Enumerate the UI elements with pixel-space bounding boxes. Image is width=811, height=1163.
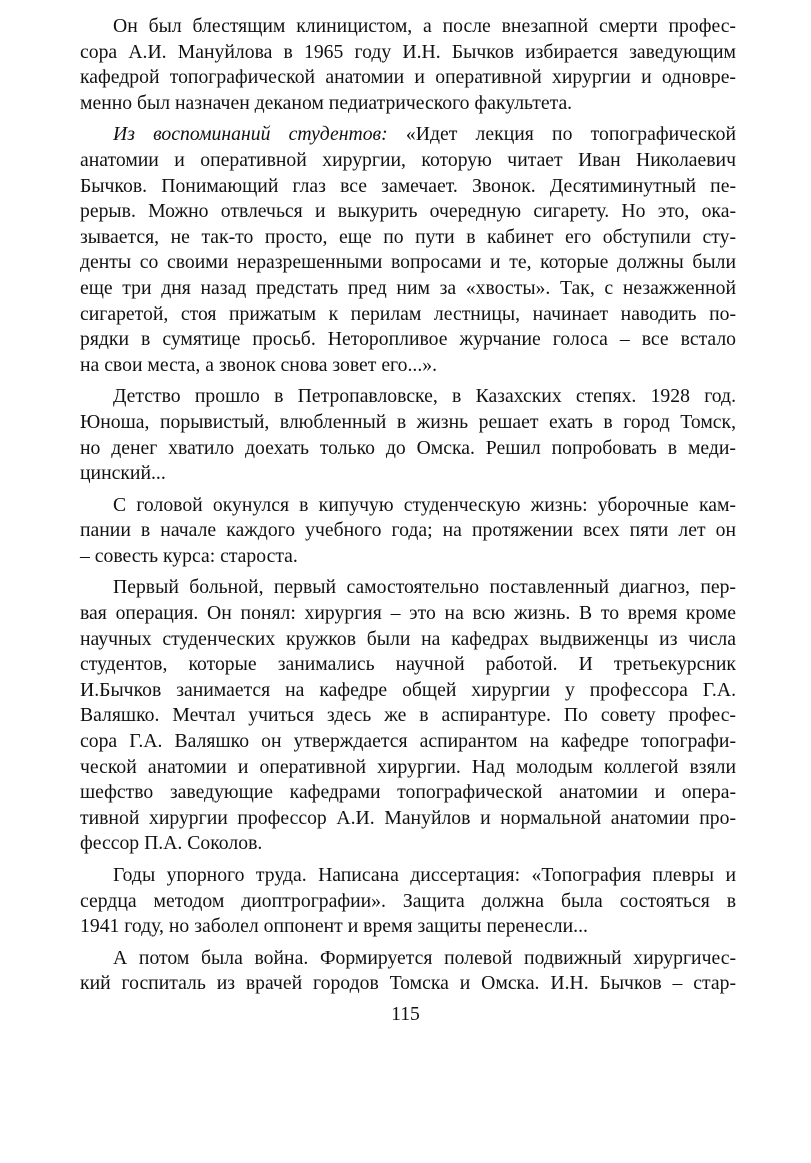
line-text: зывается, не так-то просто, еще по пути в кабинет его обступили сту-	[80, 225, 736, 248]
text-line	[80, 914, 736, 940]
text-line	[80, 627, 736, 653]
text-line	[80, 755, 736, 781]
text-line	[80, 780, 736, 806]
paragraph	[80, 946, 736, 997]
line-text: – совесть курса: староста.	[80, 544, 298, 567]
text-line	[80, 678, 736, 704]
line-text: ческой анатомии и оперативной хирургии. Над молодым коллегой взяли	[80, 755, 736, 778]
text-line	[80, 327, 736, 353]
page-body	[80, 14, 736, 1003]
line-text: сора А.И. Мануйлова в 1965 году И.Н. Бычков избирается заведующим	[80, 40, 736, 63]
text-line	[80, 384, 736, 410]
text-line	[80, 729, 736, 755]
line-text: анатомии и оперативной хирургии, которую читает Иван Николаевич	[80, 148, 736, 171]
line-text: Детство прошло в Петропавловске, в Казахских степях. 1928 год.	[113, 385, 736, 408]
line-text: рядки в сумятице просьб. Неторопливое журчание голоса – все встало	[80, 328, 736, 351]
line-text: на свои места, а звонок снова зовет его...».	[80, 353, 438, 376]
line-text: рерыв. Можно отвлечься и выкурить очередную сигарету. Но это, ока-	[80, 200, 736, 223]
line-text: сора Г.А. Валяшко он утверждается аспирантом на кафедре топографи-	[80, 730, 736, 753]
text-line	[80, 436, 736, 462]
line-text: Юноша, порывистый, влюбленный в жизнь решает ехать в город Томск,	[80, 410, 736, 433]
line-text: вая операция. Он понял: хирургия – это на всю жизнь. В то время кроме	[80, 602, 736, 625]
text-line	[80, 14, 736, 40]
text-line	[80, 889, 736, 915]
line-text: научных студенческих кружков были на кафедрах выдвиженцы из числа	[80, 627, 736, 650]
text-line	[80, 410, 736, 436]
text-line	[80, 971, 736, 997]
line-text: Валяшко. Мечтал учиться здесь же в аспирантуре. По совету профес-	[80, 704, 736, 727]
text-line	[80, 199, 736, 225]
line-text: «Идет лекция по топографической	[387, 123, 736, 146]
line-text: пании в начале каждого учебного года; на протяжении всех пяти лет он	[80, 519, 736, 542]
line-text: кий госпиталь из врачей городов Томска и Омска. И.Н. Бычков – стар-	[80, 972, 736, 995]
text-line	[80, 40, 736, 66]
line-text: денты со своими неразрешенными вопросами и те, которые должны были	[80, 251, 736, 274]
page-number: 115	[391, 1003, 420, 1025]
text-line	[80, 250, 736, 276]
text-line	[80, 225, 736, 251]
paragraph	[80, 14, 736, 116]
paragraph	[80, 122, 736, 378]
text-line	[80, 148, 736, 174]
text-line	[80, 544, 736, 570]
italic-lead: Из воспоминаний студентов:	[113, 123, 388, 146]
line-text: И.Бычков занимается на кафедре общей хирургии у профессора Г.А.	[80, 678, 736, 701]
text-line	[80, 652, 736, 678]
line-text: сигаретой, стоя прижатым к перилам лестницы, начинает наводить по-	[80, 302, 736, 325]
paragraph	[80, 493, 736, 570]
paragraph	[80, 575, 736, 857]
text-line	[80, 831, 736, 857]
text-line	[80, 863, 736, 889]
line-text: Годы упорного труда. Написана диссертация: «Топография плевры и	[113, 864, 736, 886]
line-text: но денег хватило доехать только до Омска. Решил попробовать в меди-	[80, 436, 736, 459]
text-line	[80, 601, 736, 627]
text-line	[80, 518, 736, 544]
text-line	[80, 65, 736, 91]
text-line	[80, 302, 736, 328]
text-line	[80, 353, 736, 379]
text-line	[80, 575, 736, 601]
line-text: студентов, которые занимались научной работой. И третьекурсник	[80, 653, 736, 676]
line-text: цинский...	[80, 462, 166, 485]
line-text: С головой окунулся в кипучую студенческую жизнь: уборочные кам-	[113, 493, 736, 516]
text-line	[80, 461, 736, 487]
paragraph	[80, 384, 736, 486]
line-text: тивной хирургии профессор А.И. Мануйлов и нормальной анатомии про-	[80, 806, 736, 829]
line-text: менно был назначен деканом педиатрического факультета.	[80, 91, 573, 114]
line-text: 1941 году, но заболел оппонент и время защиты перенесли...	[80, 915, 588, 938]
text-line	[80, 174, 736, 200]
text-line	[80, 91, 736, 117]
line-text: А потом была война. Формируется полевой подвижный хирургичес-	[113, 946, 736, 969]
line-text: Первый больной, первый самостоятельно поставленный диагноз, пер-	[113, 576, 736, 599]
line-text: еще три дня назад предстать пред ним за «хвосты». Так, с незажженной	[80, 276, 736, 299]
line-text: Бычков. Понимающий глаз все замечает. Звонок. Десятиминутный пе-	[80, 174, 736, 197]
text-line	[80, 276, 736, 302]
text-line	[80, 493, 736, 519]
text-line	[80, 703, 736, 729]
line-text: шефство заведующие кафедрами топографической анатомии и опера-	[80, 781, 736, 804]
text-line	[80, 946, 736, 972]
text-line	[80, 122, 736, 148]
line-text: фессор П.А. Соколов.	[80, 832, 263, 855]
line-text: сердца методом диоптрографии». Защита должна была состояться в	[80, 889, 736, 912]
paragraph	[80, 863, 736, 940]
text-line	[80, 806, 736, 832]
line-text: кафедрой топографической анатомии и оперативной хирургии и одновре-	[80, 66, 736, 89]
line-text: Он был блестящим клиницистом, а после внезапной смерти профес-	[113, 15, 736, 37]
